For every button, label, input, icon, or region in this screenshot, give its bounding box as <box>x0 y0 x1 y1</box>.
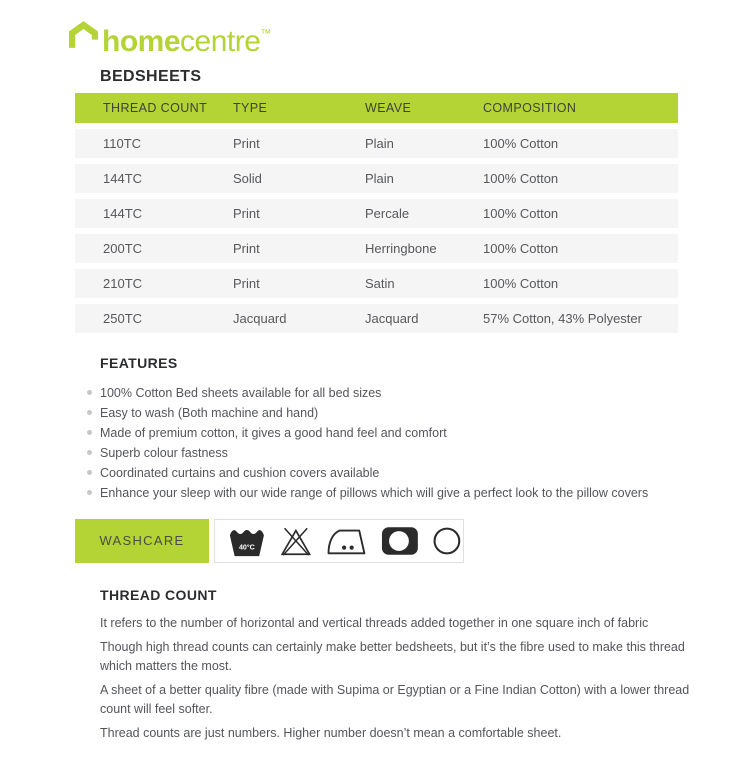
bullet-icon <box>87 390 92 395</box>
paragraph: A sheet of a better quality fibre (made with Supima or Egyptian or a Fine Indian Cotton) with a lower thread count will feel softer. <box>100 683 690 717</box>
list-item <box>100 403 750 423</box>
brand-name-centre: centre <box>180 25 261 58</box>
cell-weave: Plain <box>365 171 394 186</box>
list-item <box>100 423 750 443</box>
cell-weave: Satin <box>365 276 395 291</box>
table-row <box>75 269 678 298</box>
thread-count-body <box>100 614 694 743</box>
cell-thread-count: 250TC <box>103 311 143 326</box>
cell-composition: 100% Cotton <box>483 206 559 221</box>
feature-text: Easy to wash (Both machine and hand) <box>100 405 319 420</box>
page <box>0 18 750 743</box>
tumble-dry-icon <box>380 524 420 558</box>
dry-clean-icon <box>431 524 463 558</box>
thread-count-heading: THREAD COUNT <box>100 586 217 603</box>
cell-composition: 100% Cotton <box>483 171 559 186</box>
cell-thread-count: 144TC <box>103 171 143 186</box>
bullet-icon <box>87 410 92 415</box>
iron-two-dots-icon <box>326 524 370 558</box>
thread-count-section <box>100 587 694 744</box>
cell-type: Print <box>233 241 260 256</box>
bullet-icon <box>87 470 92 475</box>
cell-composition: 100% Cotton <box>483 136 559 151</box>
features-list <box>100 383 750 503</box>
wash-temp-label: 40°C <box>238 543 255 552</box>
wash-40c-icon <box>228 524 266 558</box>
cell-thread-count: 210TC <box>103 276 143 291</box>
cell-type: Print <box>233 276 260 291</box>
cell-thread-count: 144TC <box>103 206 143 221</box>
table-row <box>75 304 678 333</box>
feature-text: 100% Cotton Bed sheets available for all bed sizes <box>100 385 382 400</box>
feature-text: Enhance your sleep with our wide range of pillows which will give a perfect look to the pillow covers <box>100 485 649 500</box>
page-title: BEDSHEETS <box>100 68 202 85</box>
cell-type: Jacquard <box>233 311 287 326</box>
washcare-icons-box <box>214 519 464 563</box>
col-header-thread-count: THREAD COUNT <box>103 101 208 115</box>
cell-thread-count: 200TC <box>103 241 143 256</box>
cell-weave: Jacquard <box>365 311 419 326</box>
table-row <box>75 164 678 193</box>
brand-name-home: home <box>102 25 181 58</box>
cell-type: Print <box>233 206 260 221</box>
home-icon <box>68 20 99 54</box>
brand-logo <box>68 18 750 58</box>
brand-name <box>102 18 271 58</box>
cell-type: Solid <box>233 171 262 186</box>
feature-text: Coordinated curtains and cushion covers available <box>100 465 380 480</box>
feature-text: Superb colour fastness <box>100 445 228 460</box>
col-header-weave: WEAVE <box>365 101 412 115</box>
cell-weave: Herringbone <box>365 241 437 256</box>
paragraph: It refers to the number of horizontal and vertical threads added together in one square inch of fabric <box>100 616 649 631</box>
cell-composition: 100% Cotton <box>483 241 559 256</box>
col-header-type: TYPE <box>233 101 268 115</box>
col-header-composition: COMPOSITION <box>483 101 577 115</box>
cell-weave: Plain <box>365 136 394 151</box>
cell-composition: 57% Cotton, 43% Polyester <box>483 311 642 326</box>
table-row <box>75 199 678 228</box>
bullet-icon <box>87 490 92 495</box>
cell-type: Print <box>233 136 260 151</box>
list-item <box>100 383 750 403</box>
do-not-bleach-icon <box>277 524 315 558</box>
bullet-icon <box>87 450 92 455</box>
cell-thread-count: 110TC <box>103 136 142 151</box>
paragraph: Though high thread counts can certainly make better bedsheets, but it’s the fibre used to make this thread which matters the most. <box>100 640 685 674</box>
bullet-icon <box>87 430 92 435</box>
list-item <box>100 443 750 463</box>
table-row <box>75 234 678 263</box>
features-section <box>100 355 750 503</box>
features-heading: FEATURES <box>100 355 178 371</box>
list-item <box>100 463 750 483</box>
feature-text: Made of premium cotton, it gives a good hand feel and comfort <box>100 425 447 440</box>
washcare-section <box>75 519 750 563</box>
table-header-row <box>75 93 678 123</box>
cell-composition: 100% Cotton <box>483 276 559 291</box>
trademark-symbol: ™ <box>260 28 272 40</box>
cell-weave: Percale <box>365 206 410 221</box>
bedsheets-spec-table <box>75 93 678 333</box>
table-row <box>75 129 678 158</box>
paragraph: Thread counts are just numbers. Higher number doesn’t mean a comfortable sheet. <box>100 726 562 741</box>
list-item <box>100 483 750 503</box>
washcare-label: WASHCARE <box>75 519 209 563</box>
